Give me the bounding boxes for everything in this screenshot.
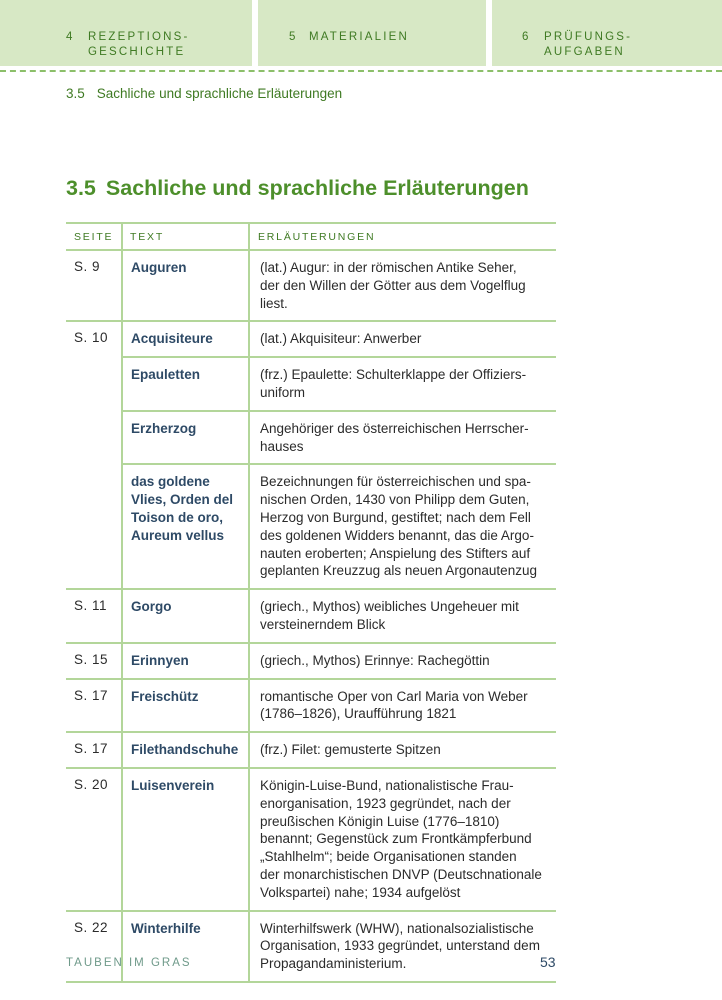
term-line: Filethandschuhe [131,742,239,758]
page-reference: S. 9 [74,259,101,274]
explanation-line: preußischen Königin Luise (1776–1810) [260,813,500,829]
explanation-line: (lat.) Akquisiteur: Anwerber [260,331,422,347]
page-reference: S. 17 [74,741,109,757]
term-line: Gorgo [131,599,172,615]
explanation-line: Herzog von Burgund, gestiftet; nach dem Fell [260,509,531,525]
section-number: 3.5 [66,176,96,200]
term-line: Erinnyen [131,652,189,668]
table-row [121,410,556,464]
table-row [121,356,556,410]
table-body [66,251,556,983]
term-cell [123,688,248,724]
explanation-line: (1786–1826), Uraufführung 1821 [260,706,457,722]
explanation-cell [248,680,556,732]
term-cell [123,259,248,312]
term-line: Luisenverein [131,777,215,793]
table-row [121,251,556,320]
explanation-cell [248,590,556,642]
term-line: Acquisiteure [131,331,213,347]
term-cell [123,420,248,456]
explanation-line: enorganisation, 1923 gegründet, nach der [260,795,511,811]
explanation-cell [248,733,556,767]
explanation-line: „Stahlhelm“; beide Organisationen standen [260,849,517,865]
book-title: TAUBEN IM GRAS [66,957,192,969]
term-cell [123,366,248,402]
term-line: Vlies, Orden del [131,492,234,508]
explanation-line: liest. [260,295,288,311]
explanation-line: der monarchistischen DNVP (Deutschnationale [260,866,542,882]
explanation-line: Volkspartei) nahe; 1934 aufgelöst [260,884,461,900]
breadcrumb-text: Sachliche und sprachliche Erläuterungen [96,86,343,101]
explanation-line: Winterhilfswerk (WHW), nationalsozialistische [260,920,534,936]
table-row-group [66,680,556,734]
table-header [66,224,556,251]
table-row [121,322,556,356]
column-divider [121,224,123,249]
explanation-cell [248,465,556,588]
term-line: Freischütz [131,688,199,704]
term-cell [123,652,248,670]
explanation-line: (griech., Mythos) Erinnye: Rachegöttin [260,652,490,668]
explanation-cell [248,644,556,678]
term-cell [123,330,248,348]
header-seite: SEITE [74,231,114,243]
term-cell [123,777,248,902]
table-row-group [66,322,556,590]
glossary-table [66,222,556,983]
term-line: Winterhilfe [131,920,201,936]
explanation-cell [248,412,556,464]
explanation-line: Propagandaministerium. [260,956,407,972]
term-line: Erzherzog [131,420,197,436]
table-row [121,644,556,678]
tab-number: 5 [289,31,298,43]
header-erlaeuterungen: ERLÄUTERUNGEN [258,231,376,243]
term-line: Aureum vellus [131,527,225,543]
table-row [121,733,556,767]
explanation-cell [248,912,556,981]
term-cell [123,741,248,759]
term-cell [123,598,248,634]
table-row-group [66,769,556,912]
page-number: 53 [540,954,556,970]
table-row [121,912,556,981]
header-text: TEXT [130,231,165,243]
explanation-line: (lat.) Augur: in der römischen Antike Seher, [260,260,517,275]
breadcrumb [66,86,342,101]
explanation-line: benannt; Gegenstück zum Frontkämpferbund [260,831,532,847]
tab-pruefungsaufgaben[interactable] [492,0,722,66]
tab-materialien[interactable] [258,0,486,66]
explanation-cell [248,251,556,320]
explanation-line: uniform [260,384,306,400]
table-row-group [66,590,556,644]
explanation-line: Bezeichnungen für österreichischen und spa- [260,474,531,490]
page-reference: S. 22 [74,919,109,935]
term-line: Toison de oro, [131,509,223,525]
table-row [121,769,556,910]
page-reference: S. 11 [74,598,108,614]
explanation-line: der den Willen der Götter aus dem Vogelflug [260,277,526,293]
explanation-line: hauses [260,438,304,454]
page-reference: S. 17 [74,687,109,703]
table-row [121,680,556,732]
dashed-divider [0,70,722,72]
explanation-line: Angehöriger des österreichischen Herrscher- [260,420,529,436]
table-row-group [66,912,556,983]
page-reference: S. 20 [74,776,109,792]
term-line: das goldene [131,474,210,490]
explanation-line: (griech., Mythos) weibliches Ungeheuer mit [260,599,519,615]
section-title-text: Sachliche und sprachliche Erläuterungen [105,176,529,200]
chapter-tabs [0,0,722,66]
tab-number: 6 [522,31,531,43]
term-cell [123,473,248,580]
explanation-line: (frz.) Filet: gemusterte Spitzen [260,742,441,758]
explanation-line: nauten eroberten; Anspielung des Stifters auf [260,545,531,561]
table-row-group [66,251,556,322]
explanation-cell [248,769,556,910]
page-reference: S. 10 [74,330,109,346]
table-row-group [66,644,556,680]
breadcrumb-number: 3.5 [66,86,85,101]
explanation-line: (frz.) Epaulette: Schulterklappe der Offiziers- [260,367,527,383]
explanation-line: geplanten Kreuzzug als neuen Argonautenzug [260,563,537,579]
tab-number: 4 [66,31,75,43]
explanation-line: des goldenen Widders benannt, das die Argo- [260,527,534,543]
tab-label: PRÜFUNGS- AUFGABEN [544,31,633,58]
tab-label: MATERIALIEN [309,31,410,43]
explanation-line: romantische Oper von Carl Maria von Weber [260,688,528,704]
explanation-line: Organisation, 1933 gegründet, unterstand dem [260,938,540,954]
term-line: Epauletten [131,367,201,383]
section-title [66,176,529,201]
table-row [121,463,556,588]
tab-label: REZEPTIONS- GESCHICHTE [88,31,190,58]
column-divider [248,224,250,249]
explanation-cell [248,358,556,410]
tab-rezeptionsgeschichte[interactable] [0,0,252,66]
explanation-line: versteinerndem Blick [260,616,386,632]
table-row-group [66,733,556,769]
explanation-line: Königin-Luise-Bund, nationalistische Frau- [260,777,514,793]
explanation-cell [248,322,556,356]
explanation-line: nischen Orden, 1430 von Philipp dem Guten, [260,492,530,508]
table-row [121,590,556,642]
term-line: Auguren [131,260,187,275]
page-reference: S. 15 [74,651,109,667]
